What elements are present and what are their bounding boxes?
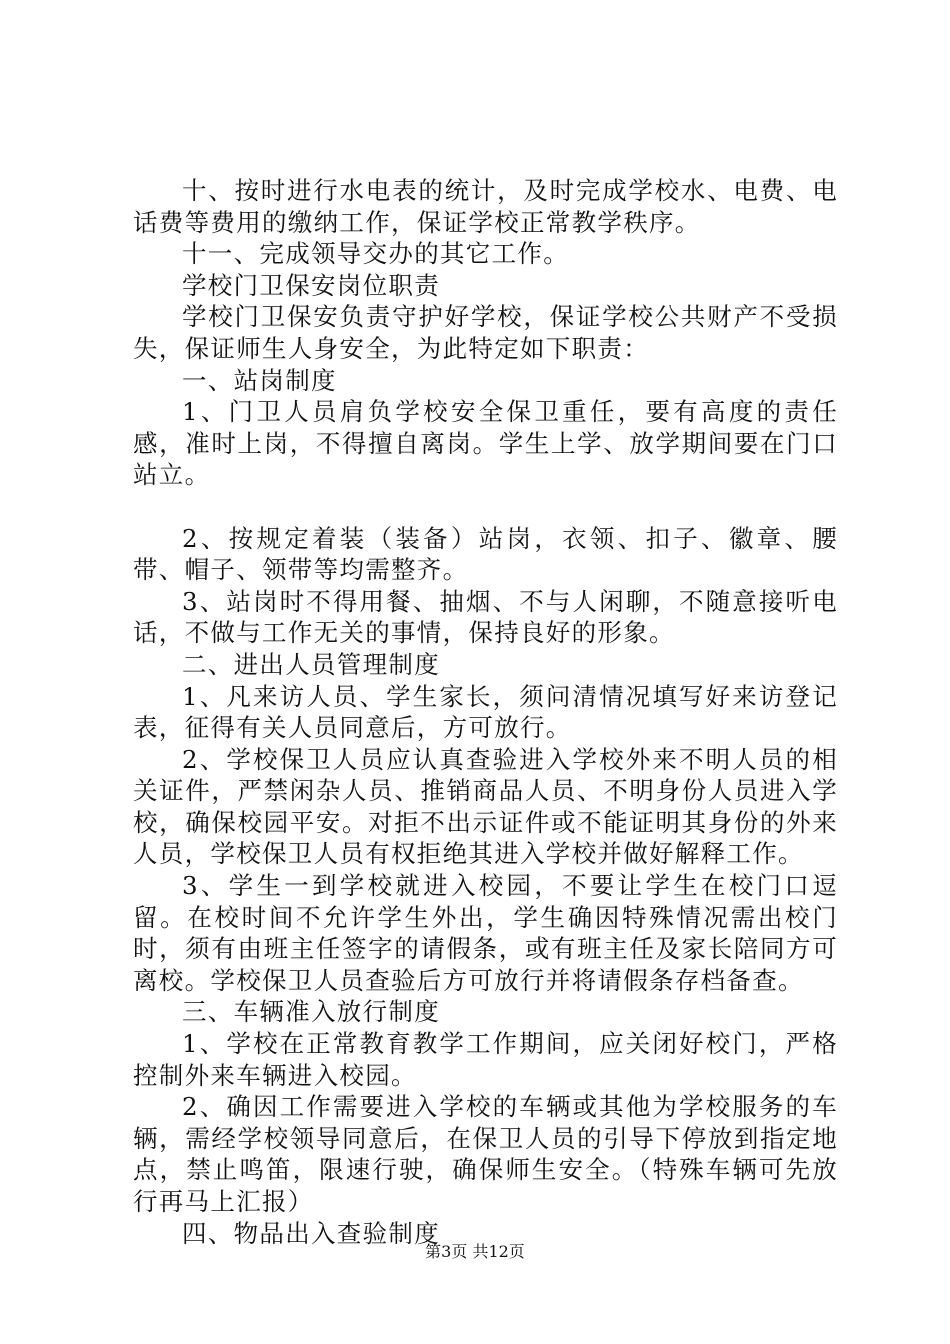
paragraph-visitor-rule-1: 1、凡来访人员、学生家长，须问清情况填写好来访登记表，征得有关人员同意后，方可放行。 <box>133 681 838 743</box>
paragraph-guard-rule-1: 1、门卫人员肩负学校安全保卫重任，要有高度的责任感，准时上岗，不得擅自离岗。学生上学、放学期间要在门口站立。 <box>133 397 838 490</box>
document-body <box>133 175 838 1249</box>
paragraph-visitor-rule-3: 3、学生一到学校就进入校园，不要让学生在校门口逗留。在校时间不允许学生外出，学生确因特殊情况需出校门时，须有由班主任签字的请假条，或有班主任及家长陪同方可离校。学校保卫人员查验后方可放行并将请假条存档备查。 <box>133 871 838 995</box>
heading-item-inspection: 四、物品出入查验制度 <box>182 1218 440 1248</box>
paragraph-guard-rule-3: 3、站岗时不得用餐、抽烟、不与人闲聊，不随意接听电话，不做与工作无关的事情，保持良好的形象。 <box>133 586 838 648</box>
page-number-footer: 第3页 共12页 <box>425 1242 525 1261</box>
section-title-gate-security-duties: 学校门卫保安岗位职责 <box>182 270 440 300</box>
paragraph-vehicle-rule-1: 1、学校在正常教育教学工作期间，应关闭好校门，严格控制外来车辆进入校园。 <box>133 1029 838 1090</box>
paragraph-security-intro: 学校门卫保安负责守护好学校，保证学校公共财产不受损失，保证师生人身安全，为此特定如下职责： <box>133 302 838 363</box>
paragraph-other-assigned-work: 十一、完成领导交办的其它工作。 <box>182 239 569 269</box>
paragraph-guard-rule-2: 2、按规定着装（装备）站岗，衣领、扣子、徽章、腰带、帽子、领带等均需整齐。 <box>133 523 838 585</box>
heading-visitor-management: 二、进出人员管理制度 <box>182 649 440 679</box>
paragraph-water-electricity-duty: 十、按时进行水电表的统计，及时完成学校水、电费、电话费等费用的缴纳工作，保证学校正常教学秩序。 <box>133 176 838 237</box>
paragraph-vehicle-rule-2: 2、确因工作需要进入学校的车辆或其他为学校服务的车辆，需经学校领导同意后，在保卫人员的引导下停放到指定地点，禁止鸣笛，限速行驶，确保师生安全。（特殊车辆可先放行再马上汇报） <box>133 1092 838 1216</box>
paragraph-visitor-rule-2: 2、学校保卫人员应认真查验进入学校外来不明人员的相关证件，严禁闲杂人员、推销商品人员、不明身份人员进入学校，确保校园平安。对拒不出示证件或不能证明其身份的外来人员，学校保卫人员有权拒绝其进入学校并做好解释工作。 <box>133 744 838 869</box>
heading-guard-post-rules: 一、站岗制度 <box>182 365 337 395</box>
heading-vehicle-access: 三、车辆准入放行制度 <box>182 997 440 1027</box>
